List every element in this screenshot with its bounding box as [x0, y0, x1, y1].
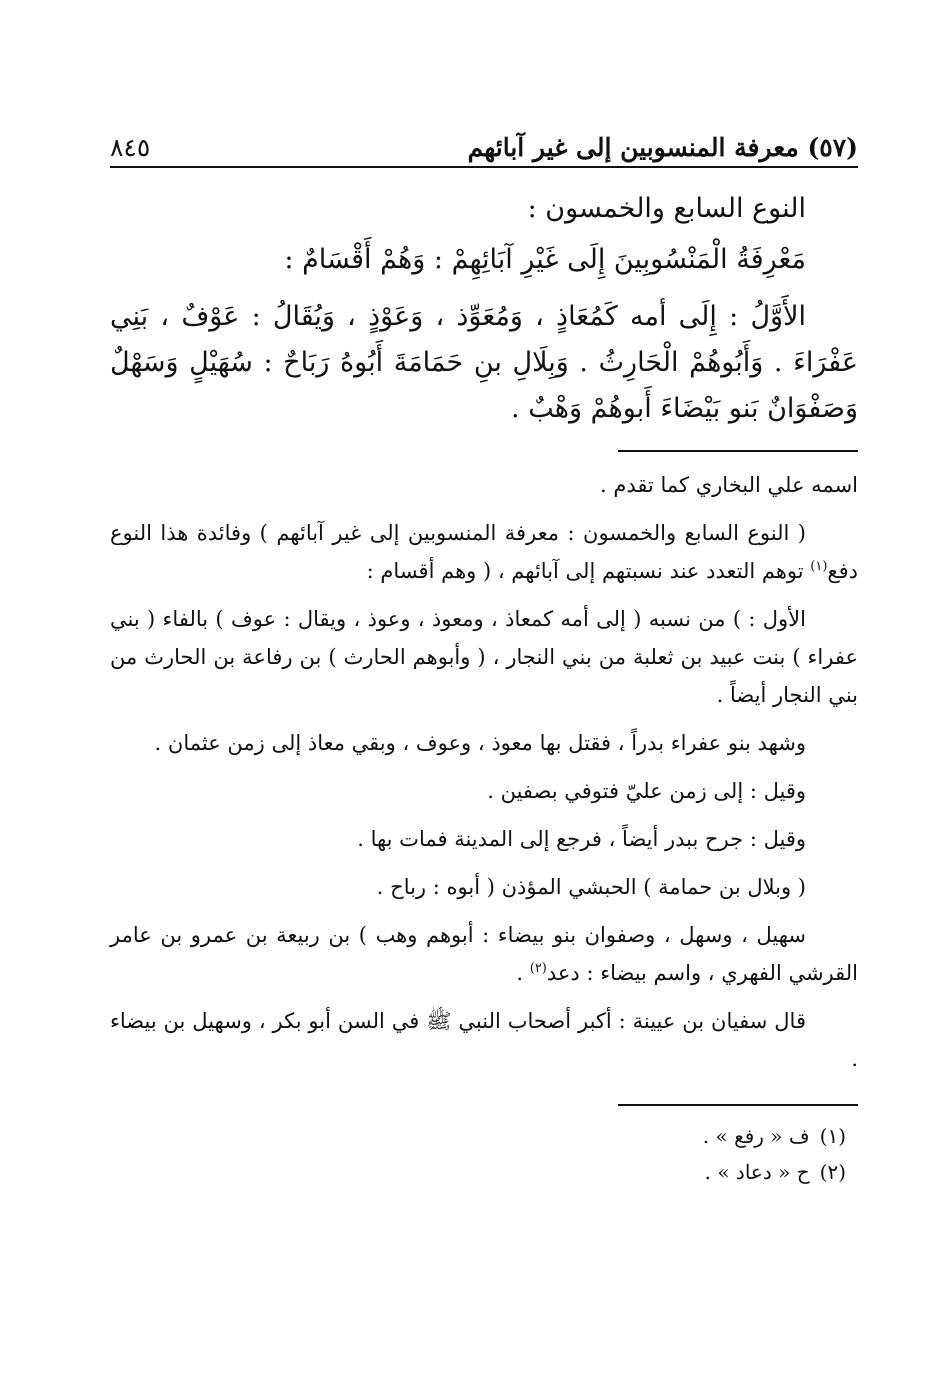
- commentary-text: سهيل ، وسهل ، وصفوان بنو بيضاء : أبوهم وهب ) بن ربيعة بن عمرو بن عامر القرشي الفهري ، واسم بيضاء : دعد: [110, 923, 858, 985]
- footnote-item: [110, 1118, 846, 1154]
- commentary-paragraph: ( وبلال بن حمامة ) الحبشي المؤذن ( أبوه : رباح .: [376, 875, 806, 899]
- section-divider: [618, 450, 858, 452]
- matn-subtitle: مَعْرِفَةُ الْمَنْسُوبِينَ إِلَى غَيْرِ آبَائِهِمْ : وَهُمْ أَقْسَامٌ :: [284, 244, 806, 275]
- matn-block: [110, 186, 858, 432]
- commentary-text: توهم التعدد عند نسبتهم إلى آبائهم ، ( وهم أقسام :: [366, 559, 811, 583]
- matn-title: النوع السابع والخمسون :: [527, 193, 806, 224]
- page-number: ٨٤٥: [110, 133, 151, 162]
- footnote-text: ف « رفع » .: [702, 1124, 810, 1148]
- commentary-text: ( النوع السابع والخمسون : معرفة المنسوبين إلى غير آبائهم ) وفائدة هذا النوع دفع: [110, 521, 858, 583]
- commentary-paragraph: وقيل : إلى زمن عليّ فتوفي بصفين .: [487, 779, 806, 803]
- page: [110, 118, 858, 1190]
- commentary-paragraph: الأول : ) من نسبه ( إلى أمه كمعاذ ، ومعوذ ، وعوذ ، ويقال : عوف ) بالفاء ( بني عفراء ) بنت عبيد بن ثعلبة من بني النجار ، ( وأبوهم الحارث ) بن رفاعة بن الحارث من بني النجار أيضاً .: [110, 607, 858, 707]
- running-header: [110, 118, 858, 168]
- footnotes: [110, 1118, 858, 1190]
- commentary-paragraph: وقيل : جرح ببدر أيضاً ، فرجع إلى المدينة فمات بها .: [357, 827, 806, 851]
- footnote-number: (٢): [819, 1160, 846, 1184]
- commentary-paragraph: قال سفيان بن عيينة : أكبر أصحاب النبي ﷺ في السن أبو بكر ، وسهيل بن بيضاء .: [110, 1009, 858, 1071]
- commentary-paragraph: اسمه علي البخاري كما تقدم .: [600, 473, 858, 497]
- footnote-reference[interactable]: (١): [810, 559, 828, 574]
- commentary-paragraph: [110, 916, 858, 992]
- commentary-paragraph: وشهد بنو عفراء بدراً ، فقتل بها معوذ ، وعوف ، وبقي معاذ إلى زمن عثمان .: [154, 731, 806, 755]
- matn-body: الأَوَّلُ : إِلَى أمه كَمُعَاذٍ ، وَمُعَوِّذ ، وَعَوْذٍ ، وَيُقَالُ : عَوْفٌ ، بَنِي عَفْرَاءَ . وَأَبُوهُمْ الْحَارِثُ . وَبِلَالِ بنِ حَمَامَةَ أَبُوهُ رَبَاحٌ : سُهَيْلٍ وَسَهْلٌ وَصَفْوَانٌ بَنو بَيْضَاءَ أَبوهُمْ وَهْبٌ .: [110, 301, 858, 424]
- footnote-number: (١): [819, 1124, 846, 1148]
- header-title: (٥٧) معرفة المنسوبين إلى غير آبائهم: [467, 133, 858, 162]
- footnote-reference[interactable]: (٢): [529, 961, 547, 976]
- commentary-text: .: [516, 961, 530, 985]
- commentary-paragraph: [110, 514, 858, 590]
- commentary-block: [110, 466, 858, 1078]
- footnote-item: [110, 1154, 846, 1190]
- footnote-divider: [618, 1104, 858, 1106]
- footnote-text: ح « دعاد » .: [704, 1160, 810, 1184]
